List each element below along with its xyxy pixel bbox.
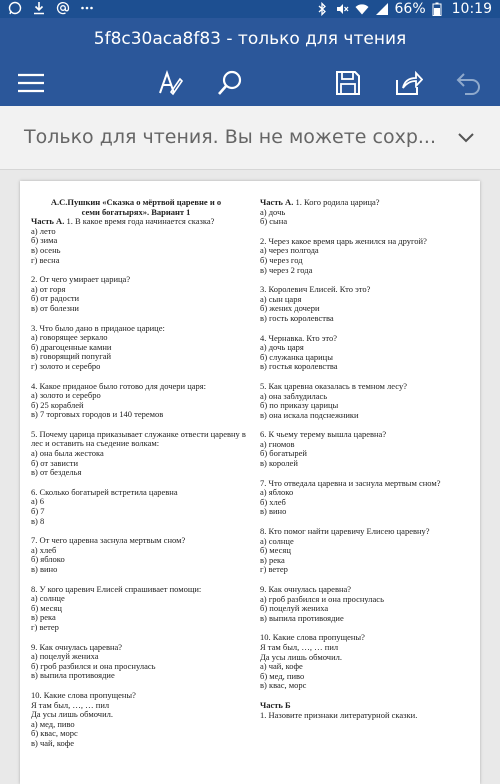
part-a-label: Часть А. [31,216,65,227]
signal-icon [375,2,389,16]
question-label: 7. От чего царевна заснула мертвым сном? [31,535,186,546]
answer-option: в) она искала подснежники [260,409,359,420]
question-label: 6. Сколько богатырей встретила царевна [31,486,178,497]
answer-option: Да усы лишь обмочил. [31,709,113,720]
answer-option: в) квас, морс [260,680,307,691]
question-block [260,334,472,372]
question-label: 1. В какое время года начинается сказка? [66,216,215,227]
answer-option: а) она была жестока [31,448,104,459]
question-text [31,488,247,498]
question-block [31,691,247,749]
battery-percent: 66% [394,1,426,17]
answer-option: б) мед, пиво [260,670,305,681]
undo-button[interactable] [452,68,486,102]
answer-option: б) богатырей [260,448,307,459]
question-block [31,275,247,313]
question-block [31,382,247,420]
question-block [260,285,472,323]
question-block [31,536,247,574]
answer-option: а) она заблудилась [260,390,328,401]
answer-option: а) через полгода [260,245,319,256]
question-text [31,430,247,449]
answer-option: г) золото и серебро [31,360,101,371]
part-b-question-1: 1. Назовите признаки литературной сказки. [260,709,418,720]
question-text [260,198,472,208]
question-label: 3. Королевич Елисей. Кто это? [260,284,371,295]
answer-option: г) весна [31,254,60,265]
share-icon [395,70,423,100]
clock: 10:19 [451,1,492,17]
status-bar [0,0,500,18]
question-block [31,643,247,681]
wifi-icon [355,2,369,16]
question-label: 2. Через какое время царь женился на другой? [260,235,427,246]
left-column [31,198,247,759]
undo-icon [456,71,482,99]
question-block [31,430,247,478]
answer-option: б) 7 [31,506,45,517]
question-label: 1. Кого родила царица? [295,197,380,207]
answer-option: а) 6 [31,496,44,507]
answer-option: в) 7 торговых городов и 140 теремов [31,409,164,420]
question-block [260,479,472,517]
edit-button[interactable] [153,68,187,102]
app-title-bar [0,18,500,64]
question-label: 5. Как царевна оказалась в темном лесу? [260,380,407,391]
answer-option: а) лето [31,225,56,236]
answer-option: б) 25 кораблей [31,399,84,410]
question-block [260,237,472,275]
question-label: 7. Что отведала царевна и заснула мертвым сном? [260,477,441,488]
answer-option: г) ветер [31,621,59,632]
answer-option: а) сын царя [260,293,302,304]
answer-option: б) квас, морс [31,728,78,739]
question-block [31,488,247,526]
save-button[interactable] [331,68,365,102]
answer-option: а) дочь царя [260,342,304,353]
chevron-down-icon[interactable] [456,128,476,148]
question-label: 10. Какие слова пропущены? [260,632,365,643]
part-b-label: Часть Б [260,699,291,710]
question-block [260,198,472,227]
answer-option: а) гномов [260,438,295,449]
variant-heading-line1: А.С.Пушкин «Сказка о мёртвой царевне и о [50,197,222,207]
answer-option: б) хлеб [260,496,286,507]
answer-option: в) от безделья [31,467,82,478]
answer-option: в) 8 [31,515,45,526]
answer-option: а) от горя [31,283,66,294]
answer-option: б) яблоко [31,554,65,565]
question-label: 8. Кто помог найти царевичу Елисею царевну? [260,526,430,537]
document-content [20,181,480,784]
answer-option: Да усы лишь обмочил. [260,651,342,662]
answer-option: в) осень [31,244,61,255]
whatsapp-icon [8,1,22,15]
answer-option: б) служанка царицы [260,351,333,362]
answer-option: а) солнце [260,535,294,546]
mute-icon [335,2,349,16]
answer-option: б) от зависти [31,457,78,468]
document-title: 5f8c30aca8f83 - только для чтения [93,29,407,49]
more-dots-icon [80,1,94,15]
answer-option: в) через 2 года [260,264,313,275]
answer-option: а) говорящее зеркало [31,332,108,343]
answer-option: а) солнце [31,593,65,604]
answer-option: а) золото и серебро [31,390,101,401]
answer-option: в) выпила противоядие [260,612,344,623]
menu-button[interactable] [14,68,48,102]
answer-option: в) река [260,554,285,565]
answer-option: а) чай, кофе [260,661,303,672]
part-b [260,701,472,720]
answer-option: б) месяц [260,545,291,556]
answer-option: в) говорящий попугай [31,351,112,362]
question-block [260,382,472,420]
answer-option: в) от болезни [31,302,79,313]
save-icon [335,70,361,100]
answer-option: в) гостья королевства [260,361,338,372]
question-block [31,217,247,265]
question-label: 4. Чернавка. Кто это? [260,332,338,343]
question-block [260,585,472,623]
search-button[interactable] [213,68,247,102]
question-label: 3. Что было дано в приданое царице: [31,322,165,333]
answer-option: а) гроб разбился и она проснулась [260,593,384,604]
question-text [31,217,247,227]
question-label: 9. Как очнулась царевна? [260,584,352,594]
answer-option: б) сына [260,216,288,227]
battery-icon [432,2,446,16]
app-toolbar [0,64,500,106]
question-text [31,536,247,546]
question-label: 10. Какие слова пропущены? [31,689,136,700]
at-sign-icon [56,1,70,15]
hamburger-icon [17,72,45,98]
bluetooth-icon [315,2,329,16]
question-block [31,585,247,633]
question-block [260,527,472,575]
answer-option: б) через год [260,254,303,265]
right-column [260,198,472,730]
answer-option: в) гость королевства [260,312,334,323]
share-button[interactable] [392,68,426,102]
answer-option: в) выпила противоядие [31,670,115,681]
answer-option: б) гроб разбился и она проснулась [31,660,156,671]
answer-option: а) яблоко [260,487,294,498]
answer-option: а) мед, пиво [31,718,75,729]
question-label: 8. У кого царевич Елисей спрашивает помощи: [31,583,202,594]
question-block [260,633,472,691]
question-block [260,430,472,468]
answer-option: в) чай, кофе [31,737,75,748]
answer-option: б) жених дочери [260,303,320,314]
question-label: 9. Как очнулась царевна? [31,641,123,652]
edit-pen-icon [157,70,183,100]
answer-option: б) от радости [31,293,80,304]
answer-option: б) поцелуй жениха [260,603,329,614]
answer-option: в) королей [260,458,298,469]
answer-option: б) драгоценные камни [31,341,112,352]
part-a-label: Часть А. [260,197,294,207]
variant-heading-line2: семи богатырях». Вариант 1 [81,206,191,217]
question-label: 2. От чего умирает царица? [31,274,131,285]
answer-option: б) зима [31,235,58,246]
answer-option: б) месяц [31,602,62,613]
question-label: 5. Почему царица приказывает служанке отвести царевну в лес и оставить на съедение волкам: [31,428,246,449]
answer-option: б) по приказу царицы [260,400,339,411]
question-label: 4. Какое приданое было готово для дочери царя: [31,380,207,391]
answer-option: а) дочь [260,206,286,217]
search-icon [217,70,243,100]
answer-option: а) поцелуй жениха [31,651,99,662]
answer-option: а) хлеб [31,544,57,555]
question-label: 6. К чьему терему вышла царевна? [260,429,387,440]
read-only-message: Только для чтения. Вы не можете сохр... [24,126,437,148]
question-block [31,324,247,372]
answer-option: в) река [31,612,56,623]
document-page[interactable] [20,181,480,784]
answer-option: Я там был, …, … пил [260,641,339,652]
answer-option: в) вино [260,506,287,517]
download-icon [32,1,46,15]
read-only-banner[interactable] [0,106,500,170]
answer-option: г) ветер [260,564,288,575]
answer-option: в) вино [31,564,58,574]
answer-option: Я там был, …, … пил [31,699,110,710]
